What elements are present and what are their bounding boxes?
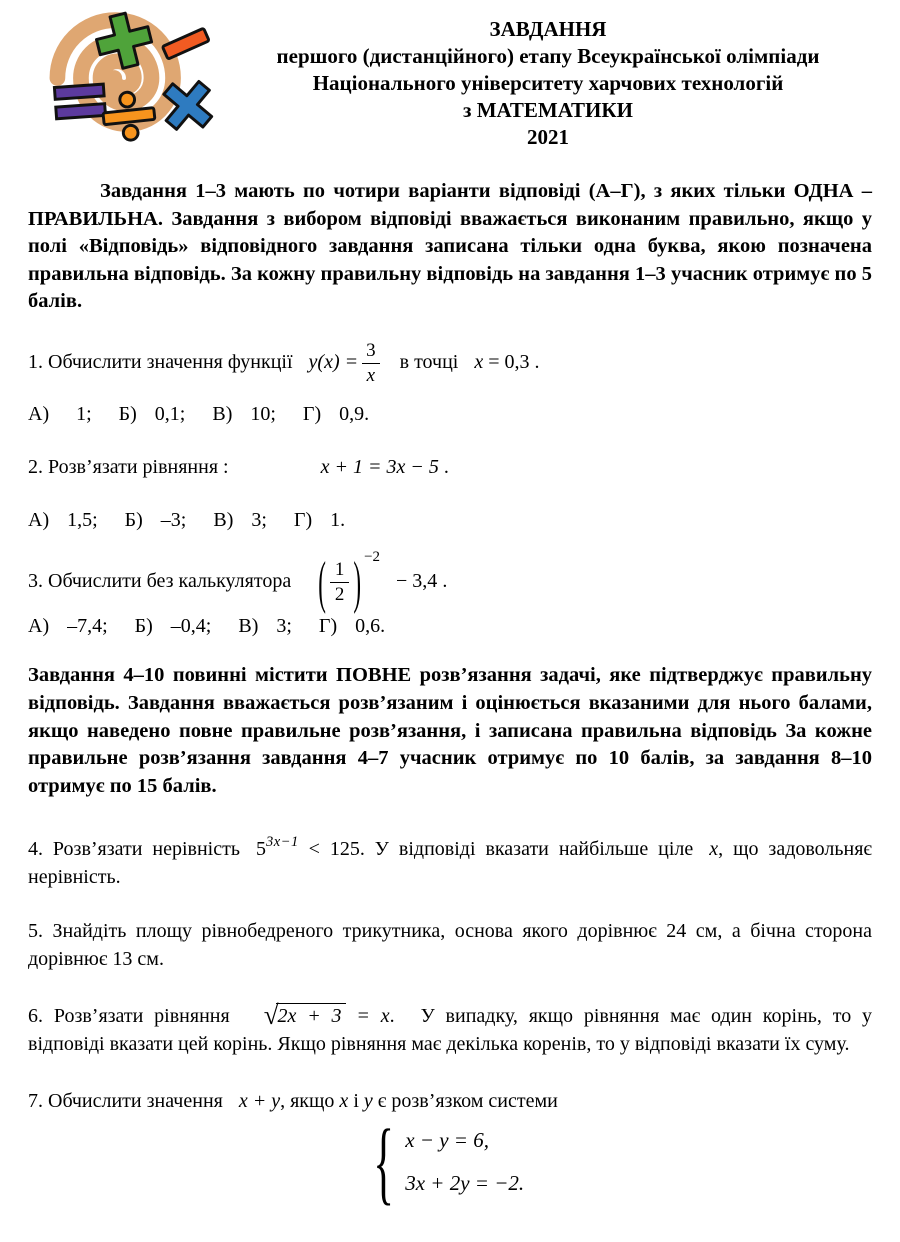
question-2: [28, 454, 872, 534]
document-header: [28, 0, 872, 152]
q3-tail: − 3,4: [396, 569, 438, 592]
q1-lead: 1. Обчислити значення функції: [28, 350, 293, 373]
q7-conjunction: і: [353, 1090, 359, 1113]
q1-point-value: = 0,3: [488, 350, 530, 373]
close-paren: ): [353, 550, 362, 614]
radical-sign: √: [263, 1000, 279, 1031]
q4-power-exponent: 3x−1: [265, 834, 299, 851]
instructions-tasks-1-3: Завдання 1–3 мають по чотири варіанти відповіді (А–Г), з яких тільки ОДНА – ПРАВИЛЬНА. Завдання з вибором відповіді вважається виконаним правильно, якщо у полі «Відповідь» відповідного завдання записана тільки одна буква, якою позначена правильна відповідь. За кожну правильну відповідь на завдання 1–3 учасник отримує по 5 балів.: [28, 180, 872, 313]
q1-point-var: x: [474, 350, 484, 373]
q7-lead: 7. Обчислити значення: [28, 1090, 223, 1113]
question-2-answers: А) 1,5; Б) –3; В) 3; Г) 1.: [28, 508, 346, 531]
system-brace: {: [373, 1108, 394, 1214]
title-line: першого (дистанційного) етапу Всеукраїнської олімпіади: [276, 44, 820, 68]
q4-var: x: [709, 838, 719, 861]
q4-lead: 4. Розв’язати нерівність: [28, 838, 240, 861]
q4-mid: . У відповіді вказати найбільше ціле: [359, 838, 694, 861]
question-4: [28, 828, 872, 891]
question-3: [28, 544, 872, 641]
system-equations: [405, 1119, 524, 1205]
minus-icon: [162, 28, 209, 59]
q6-lead: 6. Розв’язати рівняння: [28, 1005, 230, 1028]
q4-tail: , що задовольняє нерівність.: [28, 838, 873, 889]
q3-fraction-numerator: 1: [334, 558, 345, 580]
q6-tail: У випадку, якщо рівняння має один корінь, то у відповіді вказати цей корінь. Якщо рівняння має декілька коренів, то у відповіді вказати їх суму.: [28, 1005, 873, 1056]
q6-square-root: [263, 1000, 346, 1031]
instructions-tasks-4-10: Завдання 4–10 повинні містити ПОВНЕ розв’язання задачі, яке підтверджує правильну відповідь. Завдання вважається розв’язаним і оцінюється вказаними для нього балами, якщо наведено повне правильне розв’язання, і записана правильна відповідь За кожне правильне розв’язання завдання 4–7 учасник отримує по 10 балів, за завдання 8–10 отримує по 15 балів.: [28, 664, 872, 797]
q1-fraction: [361, 338, 381, 389]
question-1-text: [28, 338, 872, 389]
q6-rhs: = x: [356, 1005, 390, 1028]
open-paren: (: [318, 550, 326, 614]
q7-var2: y: [363, 1090, 373, 1113]
q7-tail: є розв’язком системи: [377, 1090, 558, 1113]
page-title: ЗАВДАННЯ: [489, 17, 607, 41]
q1-mid: в точці: [399, 350, 459, 373]
q2-equation: x + 1 = 3x − 5: [320, 455, 439, 478]
question-6: [28, 1001, 872, 1058]
q7-mid1: , якщо: [280, 1090, 335, 1113]
title-line: з МАТЕМАТИКИ: [463, 98, 633, 122]
question-5: 5. Знайдіть площу рівнобедреного трикутника, основа якого дорівнює 24 см, а бічна сторона дорівнює 13 см.: [28, 920, 872, 971]
q7-var1: x: [339, 1090, 349, 1113]
title-block: [224, 0, 872, 151]
q4-power-base: 5: [255, 838, 266, 861]
q2-lead: 2. Розв’язати рівняння :: [28, 455, 229, 478]
q7-expression: x + y: [238, 1090, 281, 1113]
question-7: [28, 1088, 872, 1214]
q2-period: .: [443, 455, 449, 478]
q3-fraction: [330, 557, 350, 608]
question-2-text: [28, 454, 872, 481]
system-equation-2: 3x + 2y = −2.: [405, 1171, 525, 1196]
q4-relation: < 125: [308, 838, 360, 861]
q3-period: .: [442, 569, 448, 592]
q3-exponent: −2: [364, 548, 381, 565]
title-line: Національного університету харчових технологій: [312, 71, 784, 95]
q1-period: .: [534, 350, 540, 373]
q3-fraction-denominator: 2: [330, 582, 350, 606]
question-1: [28, 338, 872, 428]
equation-system: [28, 1108, 872, 1214]
q3-lead: 3. Обчислити без калькулятора: [28, 569, 292, 592]
question-7-text: [28, 1088, 872, 1115]
question-3-answers: А) –7,4; Б) –0,4; В) 3; Г) 0,6.: [28, 615, 386, 638]
q1-fraction-numerator: 3: [366, 339, 376, 361]
math-logo: [28, 6, 224, 146]
title-line-year: 2021: [527, 125, 569, 149]
q6-period: .: [389, 1005, 395, 1028]
q6-radicand: 2x + 3: [276, 1003, 346, 1027]
question-3-text: [28, 544, 872, 614]
q1-function-lhs: y(x) =: [308, 350, 359, 373]
question-1-answers: А) 1; Б) 0,1; В) 10; Г) 0,9.: [28, 402, 370, 425]
system-equation-1: x − y = 6,: [405, 1128, 489, 1153]
q1-fraction-denominator: x: [362, 363, 380, 387]
